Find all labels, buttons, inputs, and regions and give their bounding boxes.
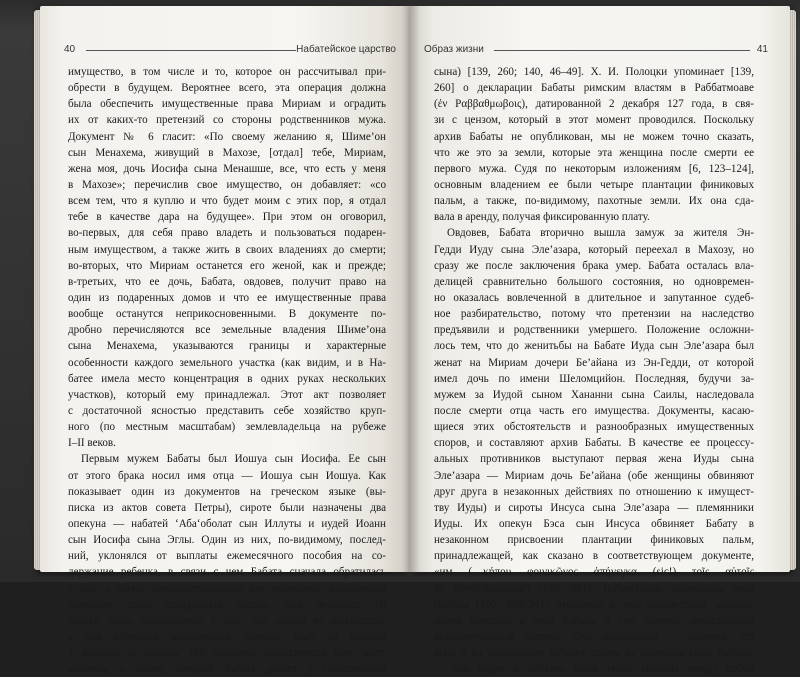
page-number-right: 41: [756, 44, 768, 55]
text-line: Эле’азара — Мириам дочь Бе’айана (обе женщины обвиняют: [434, 469, 754, 482]
text-line: друг друга в незаконных действиях по отношению к имущест-: [434, 485, 754, 498]
text-line: ного (по местным масштабам) землевладельца на рубеже: [68, 421, 386, 434]
running-title-right: Образ жизни: [424, 44, 484, 55]
text-line: группы [190, 238–241] относятся к тем имуществам, которые: [434, 598, 754, 611]
text-line: сын Менахема, живущий в Махозе, [отдал] тебе, Мириам,: [68, 146, 386, 159]
text-line: а она обязуется выплачивать опекуну рост из расчета: [68, 630, 386, 643]
text-line: от этого брака носил имя отца — Иошуа сын Иошуа. Как: [68, 469, 386, 482]
text-line: первого мужа. Судя по некоторым изложениям [6, 123–124],: [434, 162, 754, 175]
text-line: особенности каждого земельного участка (как видим, и в На-: [68, 356, 386, 369]
running-title-left: Набатейское царство: [296, 44, 396, 55]
text-line: мужем за Иудой сыном Хананни сына Саилы, наследовала: [434, 388, 754, 401]
text-line: сына) [139, 260; 140, 46–49]. Х. И. Полоцки упоминает [139,: [434, 66, 754, 78]
text-line: вала в аренду, получая фиксированную плату.: [434, 211, 650, 224]
text-line: после смерти отца часть его имущества. Документы, касаю-: [434, 404, 754, 417]
text-line: во-первых, для себя право владеть и пользоваться подарен-: [68, 227, 386, 240]
text-line: сына Менахема, указываются границы и характерные: [68, 340, 386, 353]
text-line: основным владением ее были четыре плантации финиковых: [434, 178, 754, 191]
text-line: обрести в будущем. Вероятнее всего, эта операция должна: [68, 82, 386, 95]
text-line: во-вторых, что Мириам останется его женой, как и прежде;: [68, 259, 386, 272]
text-line: позже перешли в руки Бабаты и уже поэтому представляли: [434, 614, 754, 627]
text-line: в Махозе»; перечислив свое имущество, он добавляет: «со: [68, 178, 386, 191]
text-line: ὀν βία<ι>διοκρατίς) [139, 261]. Набатейские документы этой: [434, 582, 754, 595]
text-line: деньги сына, находящиеся у них, под заклад ее имущества,: [68, 614, 386, 627]
text-line: опекуна — набатей ‘Аба‘оболат сын Иллуты и иудей Иоанн: [68, 517, 386, 530]
page-edges-left: [34, 10, 40, 570]
text-line: но оказалась вовлеченной в длительное и запутанное судеб-: [434, 291, 754, 304]
text-line: один из подаренных домов и что ее имущественные права: [68, 291, 386, 304]
text-line: тву Иуды) и сироты Инсуса сына Эле’азара — племянники: [434, 501, 754, 514]
text-line: делицей сравнительно большого состояния, но одновремен-: [434, 275, 754, 288]
text-line: женат на Мириам дочери Бе’айана из Эн-Гедди, от которой: [434, 356, 754, 369]
page-number-left: 40: [64, 44, 76, 55]
left-page-body-text: [68, 64, 386, 677]
text-line: имущество, в том числе и то, которое он рассчитывал при-: [68, 66, 386, 78]
text-line: зи с цензом, который в этот момент проводился. Поскольку: [434, 114, 754, 127]
text-line: незаконном присвоении плантации финиковых пальм,: [434, 534, 754, 547]
text-line: ное разбирательство, потому что претензии на наследство: [434, 308, 754, 321]
left-page: [40, 6, 410, 676]
text-line: — что иудеи и набатеи были тесно связаны между собой: [434, 663, 754, 676]
text-line: «им (…κήπου φοινικῶνος ἀπήνεγκα (sic!) τοῖς αὐτοῖς: [434, 566, 754, 579]
text-line: всем тем, что я куплю и что будет моим с этих пор, я отдал: [68, 195, 386, 208]
right-page: [410, 6, 790, 676]
text-line: опекунам свою следующую сделку: они передают ей: [68, 598, 386, 611]
text-line: держание ребенка, в связи с чем Бабата сначала обратилась: [68, 566, 386, 579]
text-line: тебе в качестве дара на будущее». При этом он оговорил,: [68, 211, 386, 224]
text-line: щиеся этих обстоятельств и разнообразных имущественных: [434, 421, 754, 434]
text-line: вообще останутся неприкосновенными. В документе по-: [68, 308, 386, 321]
text-line: (ἐν Ραββαθμωβοις), датированной 2 декабря 127 года, в свя-: [434, 98, 754, 111]
text-line: в суд, а затем, неудовлетворенная его решением, предложила: [68, 582, 386, 595]
text-line: участков), который ему принадлежал. Этот акт позволяет: [68, 388, 386, 401]
text-line: была обеспечить имущественные права Мириам и оградить: [68, 98, 386, 111]
text-line: батее имела место концентрация в одних руках нескольких: [68, 372, 386, 385]
text-line: 1 динария за каждые 100 динариев (практически речь идет,: [68, 647, 386, 660]
text-line: Гедди Иуду сына Эле’азара, который переехал в Махозу, но: [434, 243, 754, 256]
open-book: [40, 6, 790, 676]
text-line: дробно перечисляются все земельные владения Шиме’она: [68, 324, 386, 337]
text-line: принадлежащей, как сказано в соответствующем документе,: [434, 550, 754, 563]
text-line: предъявили и родственники умершего. Положение осложни-: [434, 324, 754, 337]
text-line: альных противников выступают первая жена Иуды сына: [434, 453, 754, 466]
text-line: споров, и составляют архив Бабаты. В качестве ее процессу-: [434, 437, 754, 450]
text-line: пальм, а также, по-видимому, пахотные земли. Их она сда-: [434, 195, 754, 208]
page-edges-right: [790, 10, 796, 570]
header-rule-right: [494, 50, 750, 51]
text-line: лось тем, что до женитьбы на Бабате Иуда сын Эле’азара был: [434, 340, 754, 353]
text-line: показывает один из документов на греческом языке (вы-: [68, 485, 386, 498]
text-line: имел дочь по имени Шеломцийон. Последняя, будучи за-: [434, 372, 754, 385]
text-line: ным имуществом, а также жить в своих владениях до смерти;: [68, 243, 386, 256]
text-line: Иуды. Их опекун Бэса сын Инсуса обвиняет Бабату в: [434, 517, 754, 530]
text-line: сын Иосифа сына Эглы. Один из них, по-видимому, послед-: [68, 534, 386, 547]
text-line: ний, уклонялся от выплаты ежемесячного пособия на со-: [68, 550, 386, 563]
text-line: жена моя, дочь Иосифа сына Менашше, все, что есть у меня: [68, 162, 386, 175]
text-line: I–II веков.: [68, 437, 116, 450]
text-line: архив Бабаты не опубликован, мы не можем точно сказать,: [434, 130, 754, 143]
header-rule-left: [86, 50, 296, 51]
text-line: с достаточной ясностью представить себе хозяйство круп-: [68, 404, 386, 417]
text-line: Овдовев, Бабата вторично вышла замуж за жителя Эн-: [447, 227, 754, 240]
text-line: в-третьих, что ее дочь, Бабата, овдовев, получит право на: [68, 275, 386, 288]
text-line: их от каких-то претензий со стороны родственников мужа.: [68, 114, 386, 127]
text-line: Первым мужем Бабаты был Иошуа сын Иосифа. Ее сын: [81, 453, 386, 466]
text-line: исключительный интерес. Они показывают — впрочем, это: [434, 630, 754, 643]
text-line: конечно, о займе, который Бабата делает у собственного: [68, 663, 386, 676]
text-line: Документ № 6 гласит: «По своему желанию я, Шиме’он: [68, 130, 386, 143]
text-line: 260] о декларации Бабаты римским властям в Раббатмоаве: [434, 82, 754, 95]
text-line: писка из актов совета Петры), сироте были назначены два: [68, 501, 386, 514]
text-line: что же это за земли, которые эта женщина после смерти ее: [434, 146, 754, 159]
text-line: ясно и из упоминания набатея одним из опекунов сына Бабаты,: [434, 647, 754, 660]
text-line: сразу же после заключения брака умер. Бабата осталась вла-: [434, 259, 754, 272]
right-page-body-text: [434, 64, 754, 677]
